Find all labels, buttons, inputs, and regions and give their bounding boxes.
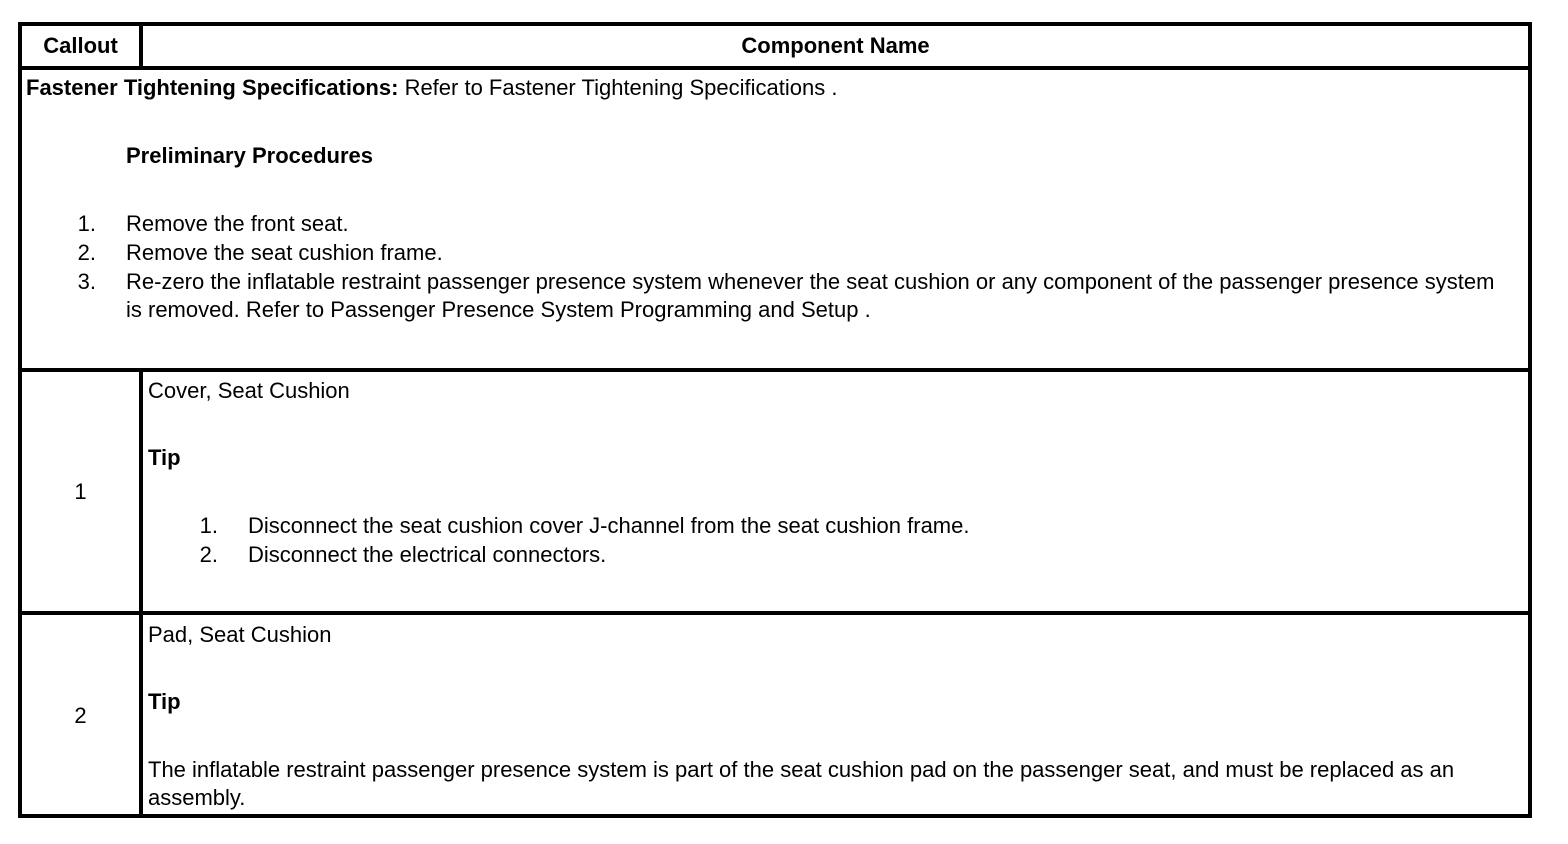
step-number: 3. [77,269,96,294]
tip-note: The inflatable restraint passenger presence system is part of the seat cushion pad on the passenger seat, and must be replaced as an assembly. [148,757,1455,810]
row-divider [22,611,1528,615]
callout-cell: 1 [74,479,87,504]
component-table [18,22,1532,818]
column-divider [139,372,143,814]
step-number: 2. [77,240,96,265]
step-number: 2. [199,542,218,567]
preliminary-heading: Preliminary Procedures [126,143,374,168]
intro-divider [22,368,1528,372]
spec-text: Refer to Fastener Tightening Specifications . [404,75,838,100]
step-number: 1. [77,211,96,236]
step-text: Disconnect the seat cushion cover J-channel from the seat cushion frame. [248,513,970,538]
header-divider [22,66,1528,70]
step-number: 1. [199,513,218,538]
step-text: Remove the seat cushion frame. [126,240,443,265]
callout-cell: 2 [74,703,87,728]
component-name: Pad, Seat Cushion [148,622,332,647]
tip-label: Tip [148,689,181,714]
component-name: Cover, Seat Cushion [148,378,350,403]
spec-label: Fastener Tightening Specifications: [26,75,399,100]
tip-label: Tip [148,445,181,470]
step-text: Disconnect the electrical connectors. [248,542,607,567]
component-name-header: Component Name [741,33,930,58]
step-text: Remove the front seat. [126,211,349,236]
fastener-spec-line [26,74,837,102]
step-text: Re-zero the inflatable restraint passenger presence system whenever the seat cushion or any component of the passenger presence system is removed. Refer to Passenger Presence System Programming and Setup . [126,269,1495,322]
callout-header: Callout [43,33,118,58]
